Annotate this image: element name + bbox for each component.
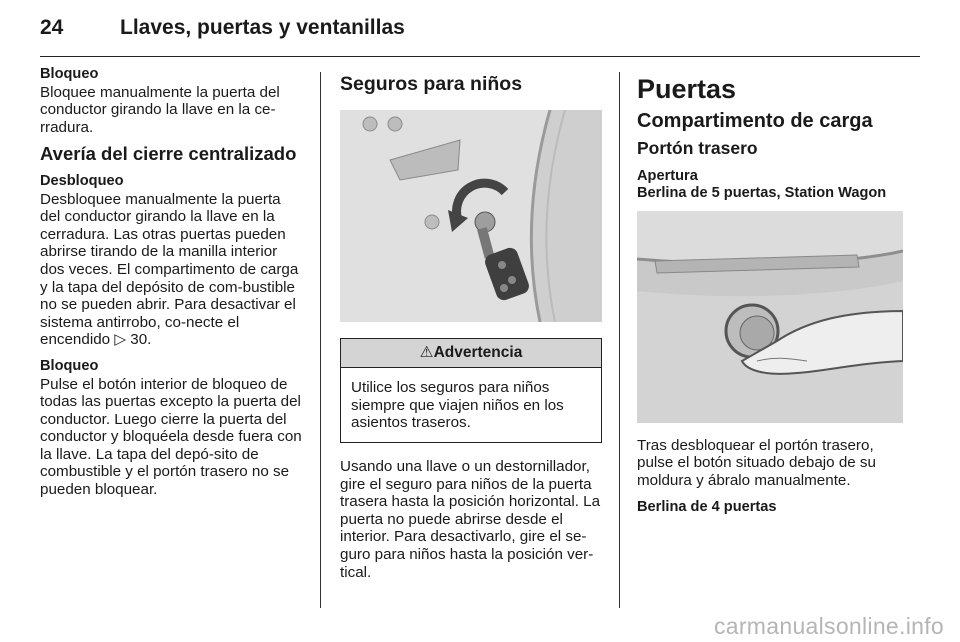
- warning-triangle-icon: ⚠: [419, 343, 434, 361]
- warning-text: Utilice los seguros para niños siempre que viajen niños en los asientos traseros.: [351, 379, 564, 432]
- porton-heading: Portón trasero: [637, 138, 758, 158]
- desbloqueo-heading: Desbloqueo: [40, 172, 124, 189]
- column-divider-2: [619, 72, 620, 608]
- apertura-heading: Apertura: [637, 167, 698, 184]
- variant-heading-1: Berlina de 5 puertas, Station Wagon: [637, 185, 887, 202]
- variant-heading-2: Berlina de 4 puertas: [637, 498, 777, 515]
- bloqueo2-text: Pulse el botón interior de bloqueo de todas las puertas excepto la puerta del conductor. Luego cierre la puerta del conductor y bloquéela desde fuera con la llave. La tapa del depó-sito de combustible y el portón trasero no se pueden bloquear.: [40, 375, 302, 499]
- seguros-body: Usando una llave o un destornillador, gire el seguro para niños de la puerta trasera hasta la posición horizontal. La puerta no puede abrirse desde el interior. Para desactivarlo, gire el se-guro para niños hasta la posición ver-tical.: [340, 457, 601, 581]
- bloqueo-heading: Bloqueo: [40, 66, 99, 82]
- bloqueo2-heading: Bloqueo: [40, 357, 99, 374]
- page-number: 24: [40, 16, 64, 39]
- warning-title: Advertencia: [433, 343, 523, 361]
- averia-heading: Avería del cierre centralizado: [40, 143, 297, 165]
- puertas-heading: Puertas: [637, 74, 737, 104]
- bloqueo-text: Bloquee manualmente la puerta del conductor girando la llave en la ce-rradura.: [40, 83, 280, 136]
- column-divider-1: [320, 72, 321, 608]
- column-2: [340, 66, 602, 590]
- page-reference[interactable]: 30.: [130, 331, 152, 349]
- watermark: carmanualsonline.info: [713, 613, 944, 639]
- child-lock-illustration: [340, 110, 602, 322]
- compartimento-heading: Compartimento de carga: [637, 110, 873, 132]
- desbloqueo-paragraph: [40, 191, 302, 349]
- header-rule: [40, 56, 920, 57]
- tailgate-illustration: [637, 211, 903, 423]
- arrow-ref-icon[interactable]: ▷: [114, 331, 127, 349]
- warning-header: [341, 339, 601, 369]
- page-title: Llaves, puertas y ventanillas: [120, 16, 405, 39]
- seguros-heading: Seguros para niños: [340, 73, 523, 95]
- warning-box: [340, 338, 602, 443]
- desbloqueo-text: Desbloquee manualmente la puerta del conductor girando la llave en la cerradura. Las otras puertas pueden abrirse tirando de la manilla interior dos veces. El compartimento de carga y la tapa del depósito de com-bustible no se pueden abrir. Para desactivar el sistema antirrobo, co-necte el encendido: [40, 190, 299, 349]
- page-header: [40, 16, 405, 40]
- porton-caption: Tras desbloquear el portón trasero, pulse el botón situado debajo de su moldura y ábralo manualmente.: [637, 436, 876, 489]
- column-3: [637, 66, 903, 516]
- column-1: [40, 66, 302, 508]
